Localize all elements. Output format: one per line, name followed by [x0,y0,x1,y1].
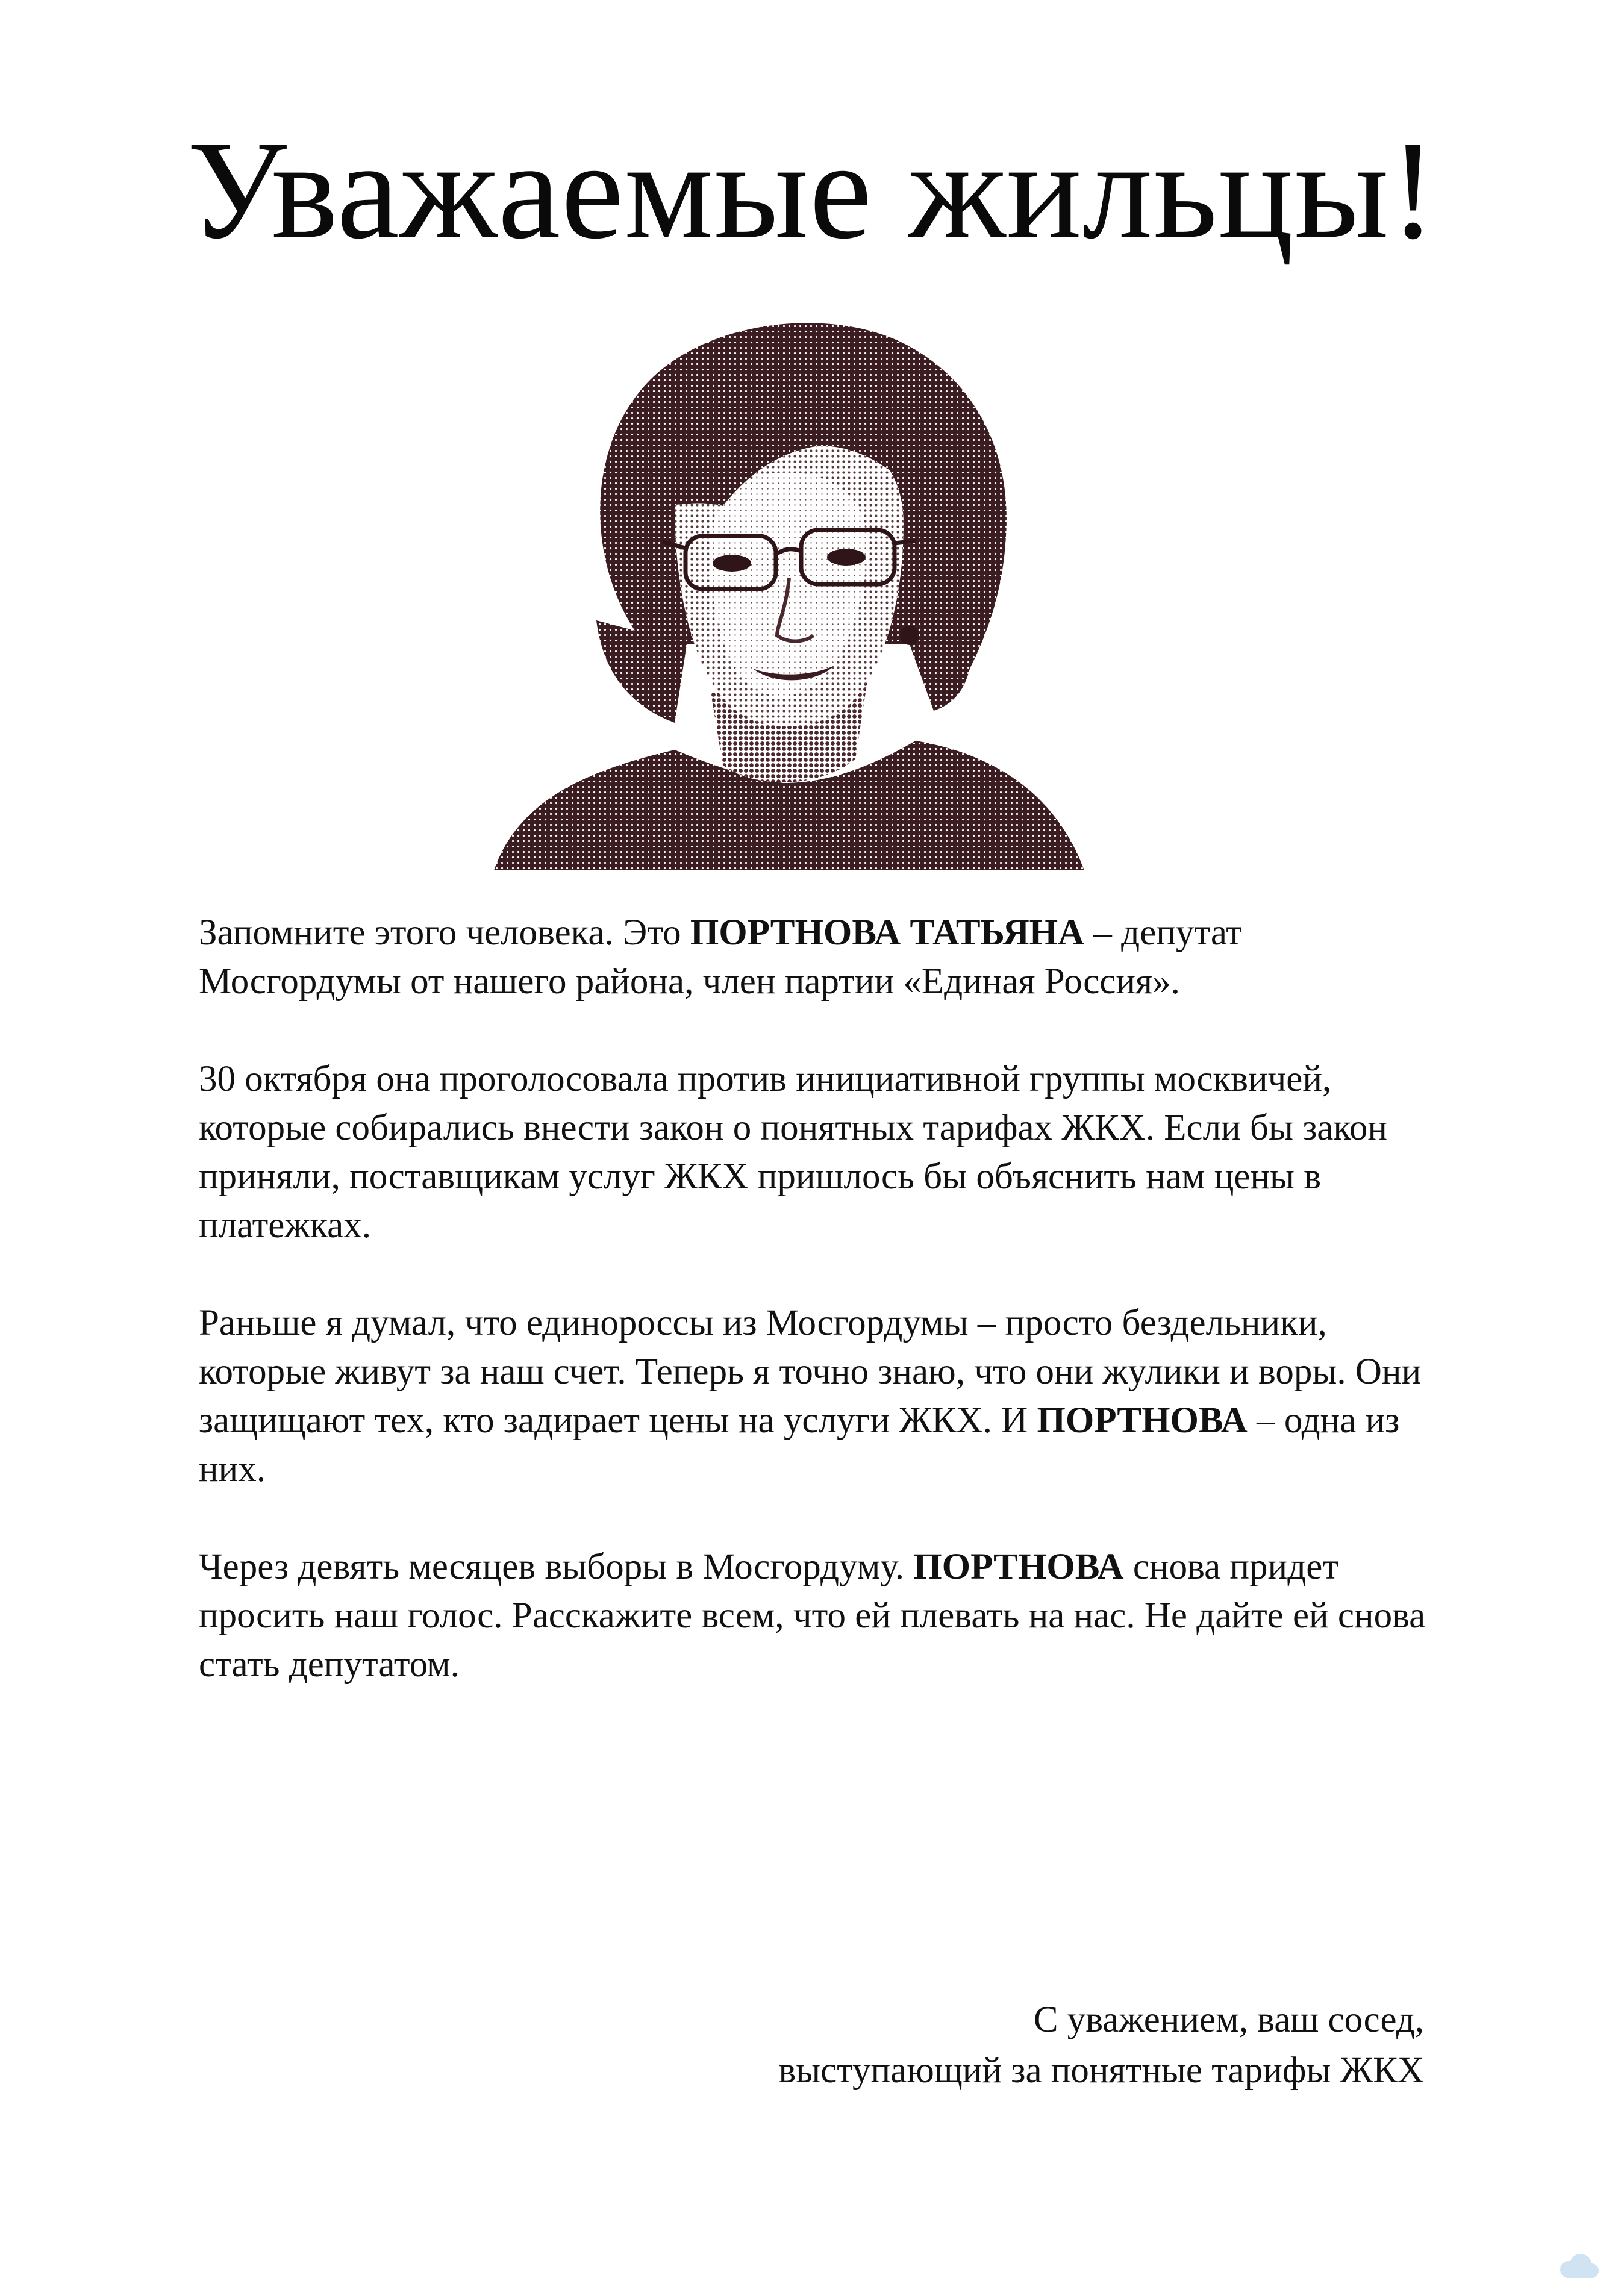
signature [778,1995,1424,2096]
portrait-image [494,307,1084,870]
highlighted-name: ПОРТНОВА ТАТЬЯНА [690,912,1085,953]
paragraph-3 [199,1299,1452,1494]
paragraph-2 [199,1055,1452,1250]
paragraph-1 [199,908,1452,1006]
highlighted-name: ПОРТНОВА [913,1547,1124,1587]
paragraph-text: Через девять месяцев выборы в Мосгордуму. [199,1547,914,1587]
paragraph-text: снова придет просить наш голос. Расскажите всем, что ей плевать на нас. Не дайте ей снова стать депутатом. [199,1547,1426,1685]
portrait-halftone-icon [494,307,1084,870]
signature-line-2: выступающий за понятные тарифы ЖКХ [778,2050,1424,2091]
signature-line-1: С уважением, ваш сосед, [1033,2000,1424,2040]
paragraph-4 [199,1543,1452,1689]
paragraph-text: Запомните этого человека. Это [199,912,690,953]
paragraph-text: – депутат Мосгордумы от нашего района, член партии «Единая Россия». [199,912,1242,1002]
highlighted-name: ПОРТНОВА [1037,1400,1248,1441]
paragraph-text: – одна из них. [199,1400,1400,1490]
cloud-watermark-icon [1552,2248,1606,2284]
body-text [199,908,1452,1738]
headline: Уважаемые жильцы! [187,111,1437,268]
paragraph-text: Раньше я думал, что единороссы из Мосгордумы – просто бездельники, которые живут за наш счет. Теперь я точно знаю, что они жулики и воры. Они защищают тех, кто задирает цены на услуги ЖКХ. И [199,1303,1422,1441]
paragraph-text: 30 октября она проголосовала против инициативной группы москвичей, которые собирались внести закон о понятных тарифах ЖКХ. Если бы закон приняли, поставщикам услуг ЖКХ пришлось бы объяснить нам цены в платежках. [199,1059,1388,1246]
